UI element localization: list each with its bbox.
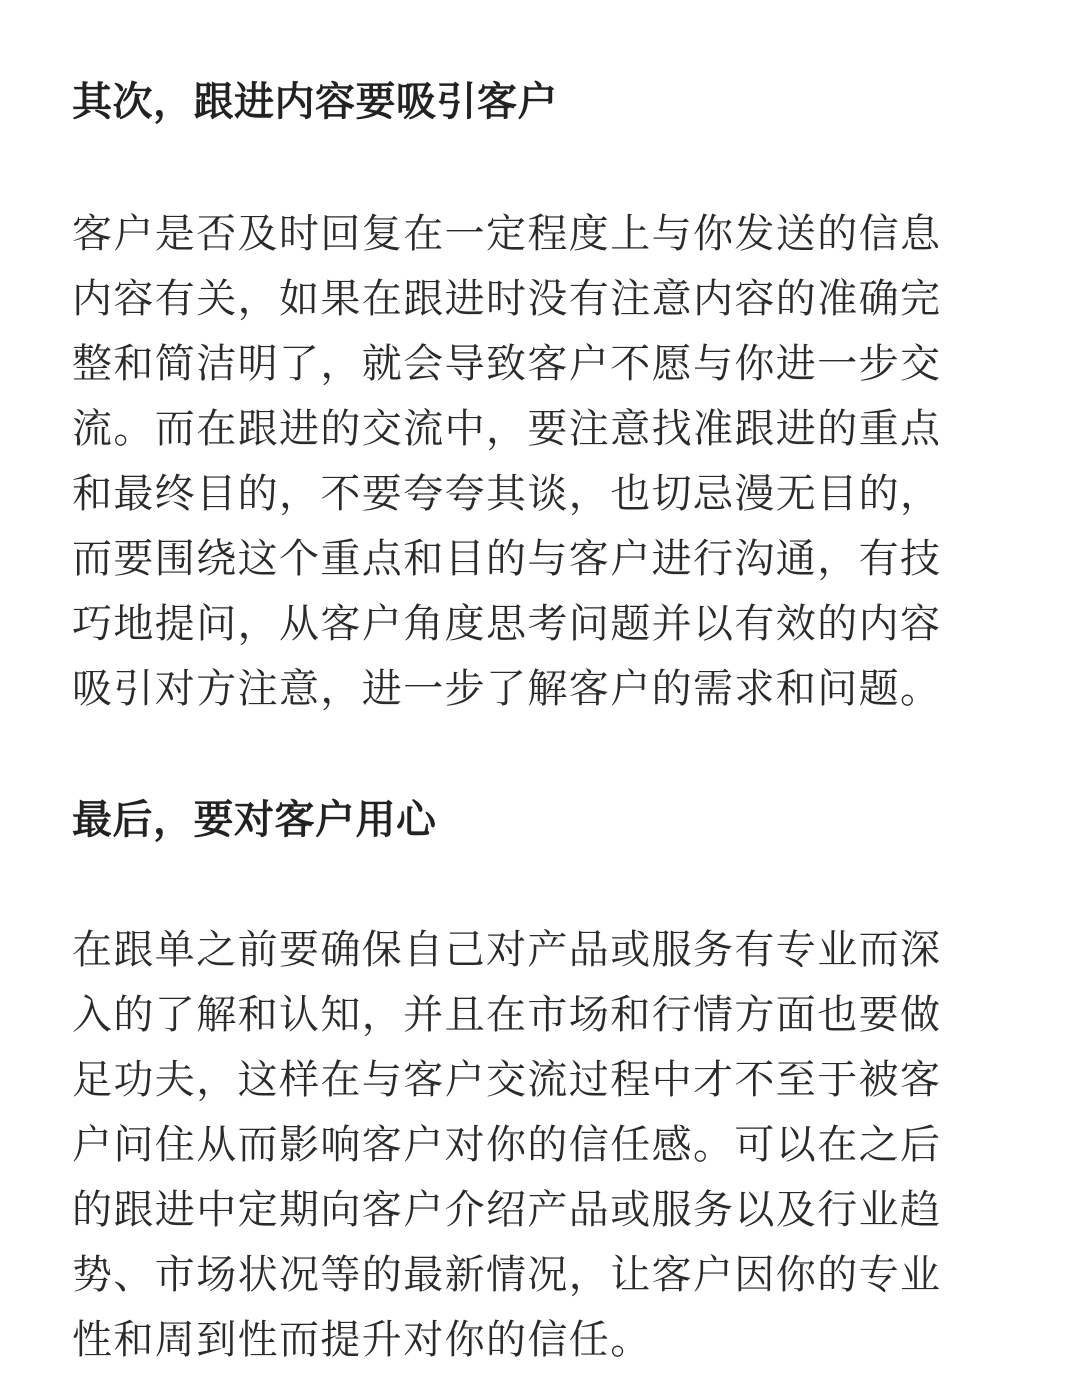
paragraph-line: 入的了解和认知，并且在市场和行情方面也要做 bbox=[72, 992, 942, 1038]
section-heading-care: 最后，要对客户用心 bbox=[72, 797, 437, 843]
paragraph-line: 和最终目的，不要夸夸其谈，也切忌漫无目的， bbox=[72, 471, 942, 517]
paragraph-care bbox=[72, 918, 992, 1373]
paragraph-line: 流。而在跟进的交流中，要注意找准跟进的重点 bbox=[72, 406, 942, 452]
paragraph-line: 性和周到性而提升对你的信任。 bbox=[72, 1317, 652, 1363]
section-heading-content: 其次，跟进内容要吸引客户 bbox=[72, 79, 558, 125]
paragraph-line: 的跟进中定期向客户介绍产品或服务以及行业趋 bbox=[72, 1187, 942, 1233]
paragraph-line: 而要围绕这个重点和目的与客户进行沟通，有技 bbox=[72, 536, 942, 582]
paragraph-line: 整和简洁明了，就会导致客户不愿与你进一步交 bbox=[72, 341, 942, 387]
paragraph-line: 客户是否及时回复在一定程度上与你发送的信息 bbox=[72, 211, 942, 257]
paragraph-line: 势、市场状况等的最新情况，让客户因你的专业 bbox=[72, 1252, 942, 1298]
paragraph-content bbox=[72, 202, 992, 722]
paragraph-line: 在跟单之前要确保自己对产品或服务有专业而深 bbox=[72, 927, 942, 973]
paragraph-line: 户问住从而影响客户对你的信任感。可以在之后 bbox=[72, 1122, 942, 1168]
paragraph-line: 吸引对方注意，进一步了解客户的需求和问题。 bbox=[72, 666, 942, 712]
paragraph-line: 内容有关，如果在跟进时没有注意内容的准确完 bbox=[72, 276, 942, 322]
paragraph-line: 足功夫，这样在与客户交流过程中才不至于被客 bbox=[72, 1057, 942, 1103]
paragraph-line: 巧地提问，从客户角度思考问题并以有效的内容 bbox=[72, 601, 942, 647]
